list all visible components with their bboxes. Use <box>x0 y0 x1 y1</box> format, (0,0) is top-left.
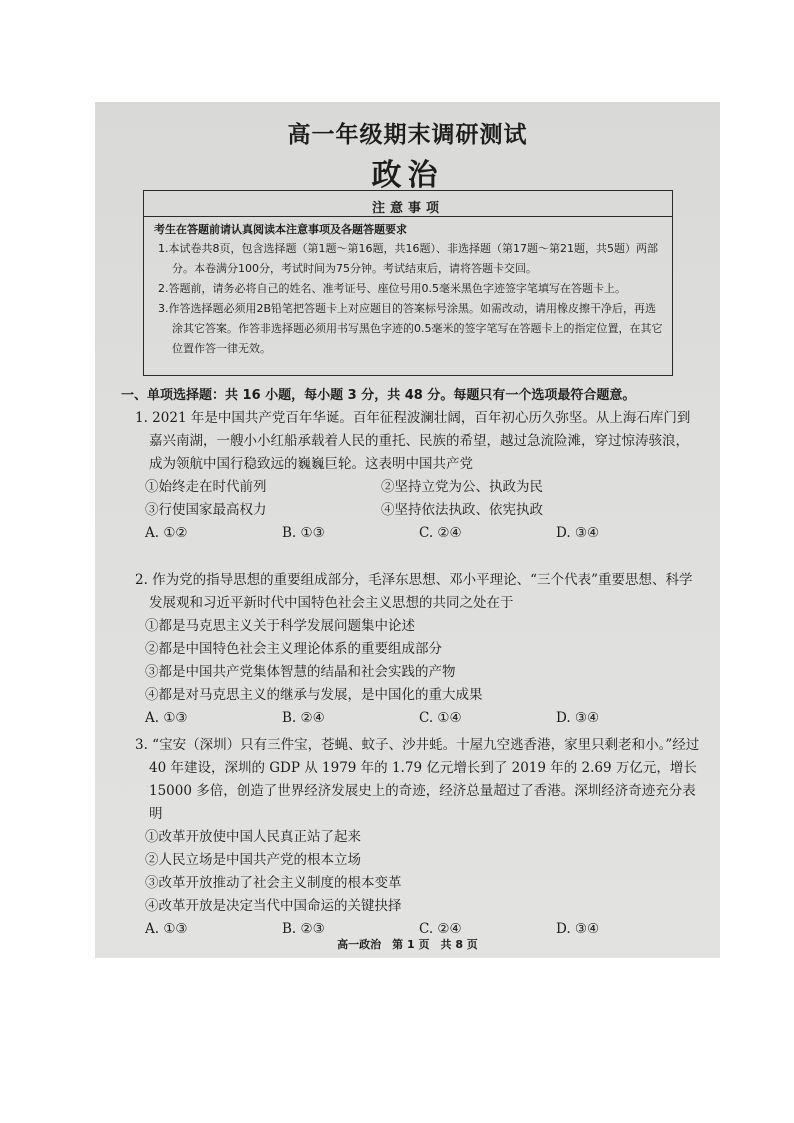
exam-subject: 政治 <box>371 158 444 193</box>
question-stem: 2. 作为党的指导思想的重要组成部分，毛泽东思想、邓小平理论、“三个代表”重要思想、科学发展观和习近平新时代中国特色社会主义思想的共同之处在于 <box>135 572 693 611</box>
statement-list <box>135 826 700 918</box>
notice-item: 1.本试卷共8页，包含选择题（第1题～第16题，共16题）、非选择题（第17题～第21题，共5题）两部分。本卷满分100分，考试时间为75分钟。考试结束后，请将答题卡交回。 <box>158 242 658 275</box>
statement: ②人民立场是中国共产党的根本立场 <box>145 852 361 868</box>
statement-list <box>135 476 700 522</box>
choice-b: B. ②③ <box>282 921 325 937</box>
notice-box <box>143 190 673 376</box>
choice-d: D. ③④ <box>556 525 600 541</box>
choice-d: D. ③④ <box>556 710 600 726</box>
choice-a: A. ①② <box>145 525 188 541</box>
statement: ②坚持立党为公、执政为民 <box>381 479 543 495</box>
statement: ④都是对马克思主义的继承与发展，是中国化的重大成果 <box>145 687 483 703</box>
choice-d: D. ③④ <box>556 921 600 937</box>
choice-c: C. ①④ <box>419 710 462 726</box>
statement: ③改革开放推动了社会主义制度的根本变革 <box>145 875 402 891</box>
statement: ④坚持依法执政、依宪执政 <box>381 502 543 518</box>
choice-a: A. ①③ <box>145 710 188 726</box>
notice-item: 3.作答选择题必须用2B铅笔把答题卡上对应题目的答案标号涂黑。如需改动，请用橡皮擦干净后，再选涂其它答案。作答非选择题必须用书写黑色字迹的0.5毫米的签字笔写在答题卡上的指定位置，在其它位置作答一律无效。 <box>158 302 663 355</box>
question-3 <box>135 734 700 941</box>
question-1 <box>135 407 700 545</box>
notice-item: 2.答题前，请务必将自己的姓名、准考证号、座位号用0.5毫米黑色字迹签字笔填写在答题卡上。 <box>158 282 626 295</box>
exam-page <box>95 102 720 958</box>
answer-choices <box>135 522 700 545</box>
question-stem: 1. 2021 年是中国共产党百年华诞。百年征程波澜壮阔，百年初心历久弥坚。从上海石库门到嘉兴南湖，一艘小小红船承载着人民的重托、民族的希望，越过急流险滩，穿过惊涛骇浪，成为领航中国行稳致远的巍巍巨轮。这表明中国共产党 <box>135 410 691 472</box>
statement: ②都是中国特色社会主义理论体系的重要组成部分 <box>145 641 442 657</box>
notice-lead: 考生在答题前请认真阅读本注意事项及各题答题要求 <box>154 223 407 236</box>
statement: ④改革开放是决定当代中国命运的关键抉择 <box>145 898 402 914</box>
page-footer: 高一政治 第 1 页 共 8 页 <box>337 938 478 951</box>
statement: ③都是中国共产党集体智慧的结晶和社会实践的产物 <box>145 664 456 680</box>
question-stem: 3. “宝安（深圳）只有三件宝，苍蝇、蚊子、沙井蚝。十屋九空逃香港，家里只剩老和小。”经过 40 年建设，深圳的 GDP 从 1979 年的 1.79 亿元增长到了 2019 年的 2.69 万亿元，增长 15000 多倍，创造了世界经济发展史上的奇迹，经济总量超过了香港。深圳经济奇迹充分表明 <box>135 737 700 822</box>
choice-a: A. ①③ <box>145 921 188 937</box>
statement: ①都是马克思主义关于科学发展问题集中论述 <box>145 618 415 634</box>
question-2 <box>135 569 700 730</box>
statement: ①始终走在时代前列 <box>145 479 267 495</box>
choice-b: B. ①③ <box>282 525 325 541</box>
answer-choices <box>135 707 700 730</box>
exam-title: 高一年级期末调研测试 <box>287 122 528 148</box>
statement: ③行使国家最高权力 <box>145 502 267 518</box>
choice-c: C. ②④ <box>419 921 462 937</box>
notice-title: 注意事项 <box>144 191 672 217</box>
choice-b: B. ②④ <box>282 710 325 726</box>
statement: ①改革开放使中国人民真正站了起来 <box>145 829 361 845</box>
section-heading: 一、单项选择题：共 16 小题，每小题 3 分，共 48 分。每题只有一个选项最符合题意。 <box>121 388 636 403</box>
choice-c: C. ②④ <box>419 525 462 541</box>
statement-list <box>135 615 700 707</box>
